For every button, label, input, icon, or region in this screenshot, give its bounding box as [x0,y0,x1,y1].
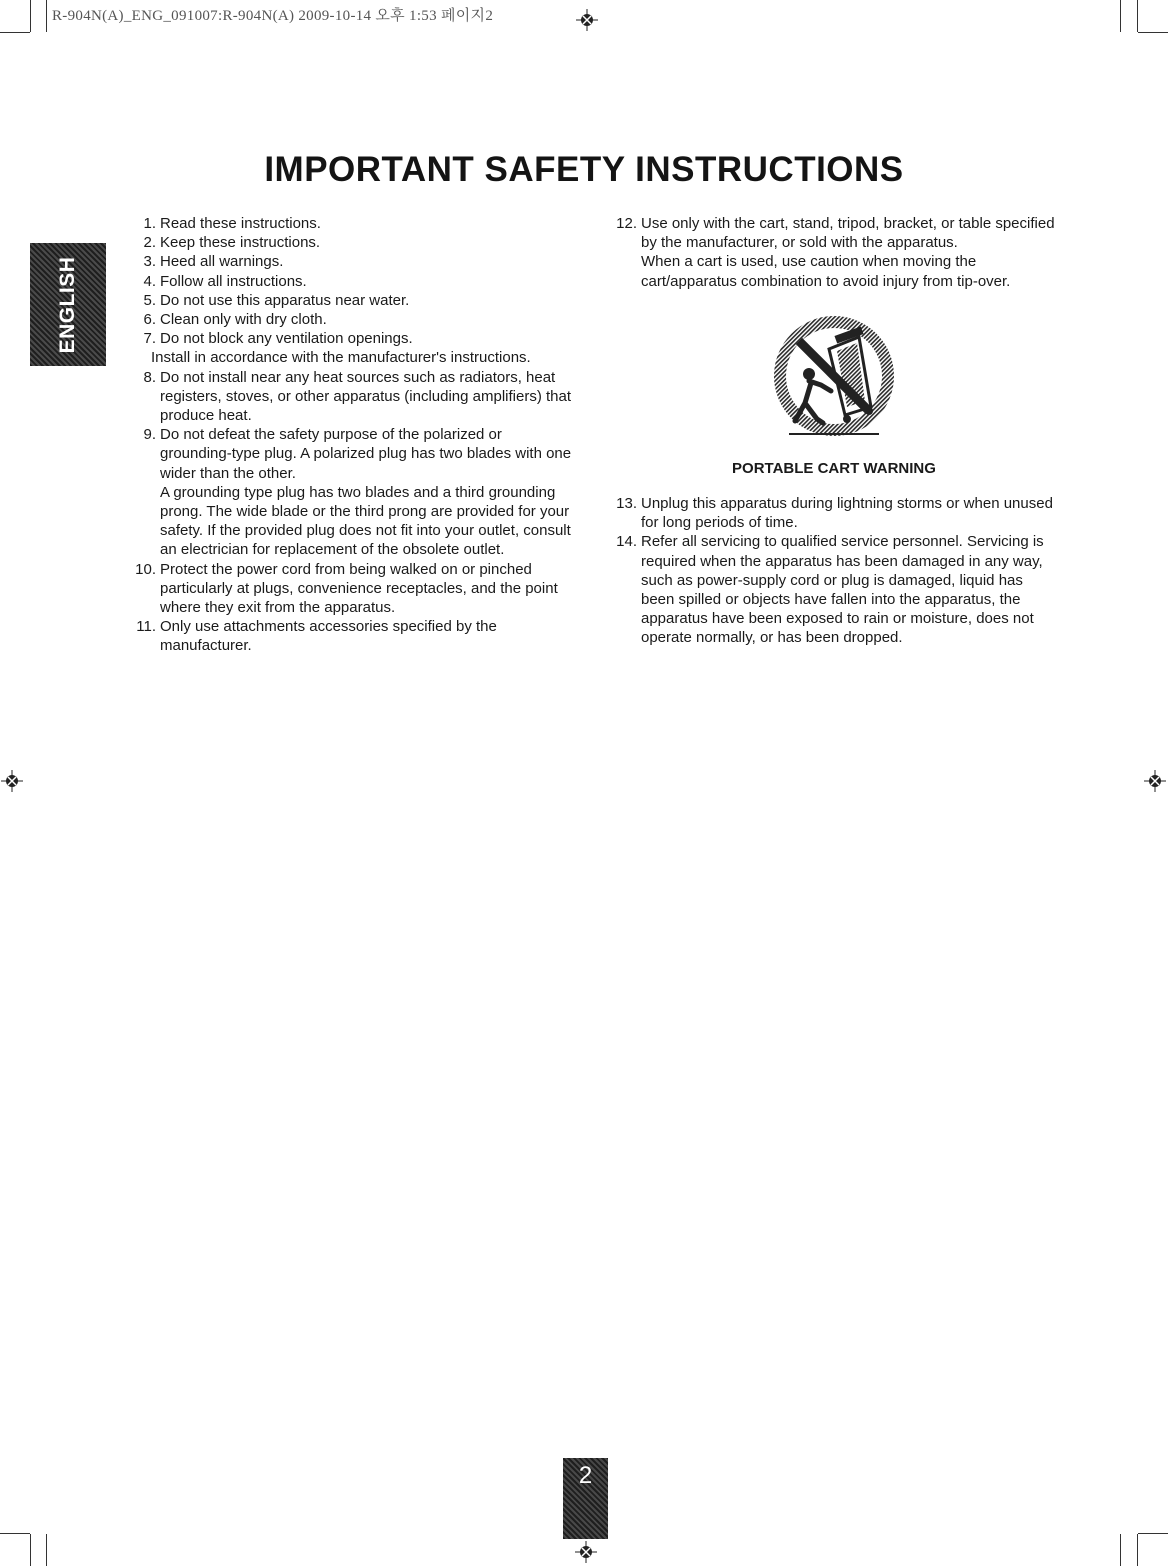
registration-mark-icon [576,9,598,31]
list-item: 2. Keep these instructions. [143,234,321,252]
list-item: 9. Do not defeat the safety purpose of the polarized or grounding-type plug. A polarized plug has two blades with one wider than the other. A grounding type plug has two blades and a third grounding prong. The wide blade or the third prong are provided for your safety. If the provided plug does not fit into your outlet, consult an electrician for replacement of the obsolete outlet. [143,426,572,559]
right-column [609,214,1059,648]
crop-mark [1120,1534,1121,1566]
list-item: 6. Clean only with dry cloth. [143,311,327,329]
registration-mark-icon [1,770,23,792]
crop-mark [0,1533,30,1534]
list-item: 11. Only use attachments accessories specified by the manufacturer. [136,618,497,655]
left-column [128,214,573,656]
language-tab-label: ENGLISH [56,256,79,353]
list-item: 1. Read these instructions. [143,215,321,232]
list-item: 7. Do not block any ventilation openings. Install in accordance with the manufacturer's instructions. [143,330,531,367]
print-slug: R-904N(A)_ENG_091007:R-904N(A) 2009-10-14 오후 1:53 페이지2 [52,8,494,24]
crop-mark [1120,0,1121,32]
crop-mark [46,1534,47,1566]
crop-mark [0,32,30,33]
page-number: 2 [578,1462,593,1489]
crop-mark [1137,1534,1138,1566]
list-item: 14. Refer all servicing to qualified service personnel. Servicing is required when the apparatus has been damaged in any way, such as power-supply cord or plug is damaged, liquid has been spilled or objects have fallen into the apparatus, the apparatus have been exposed to rain or moisture, does not operate normally, or has been dropped. [616,533,1044,647]
crop-mark [1137,0,1138,32]
cart-warning-caption: PORTABLE CART WARNING [732,459,936,477]
page-title: IMPORTANT SAFETY INSTRUCTIONS [264,150,904,189]
crop-mark [1138,1533,1168,1534]
cart-tipover-warning-icon [759,311,909,451]
list-item: 10. Protect the power cord from being walked on or pinched particularly at plugs, convenience receptacles, and the point where they exit from the apparatus. [135,560,558,617]
list-item: 4. Follow all instructions. [143,272,307,290]
cart-warning-figure [609,311,1059,451]
page-number-tab [563,1458,608,1539]
list-item: 13. Unplug this apparatus during lightning storms or when unused for long periods of time. [616,495,1053,532]
crop-mark [30,0,31,32]
list-item: 8. Do not install near any heat sources such as radiators, heat registers, stoves, or other apparatus (including amplifiers) that produce heat. [143,368,572,425]
crop-mark [30,1534,31,1566]
crop-mark [46,0,47,32]
list-item: 3. Heed all warnings. [143,253,284,271]
crop-mark [1138,32,1168,33]
registration-mark-icon [575,1541,597,1563]
registration-mark-icon [1144,770,1166,792]
list-item: 5. Do not use this apparatus near water. [143,291,410,309]
list-item: 12. Use only with the cart, stand, tripod, bracket, or table specified by the manufacturer, or sold with the apparatus. When a cart is used, use caution when moving the cart/apparatus combination to avoid injury from tip-over. [616,215,1055,290]
language-tab [30,243,106,366]
